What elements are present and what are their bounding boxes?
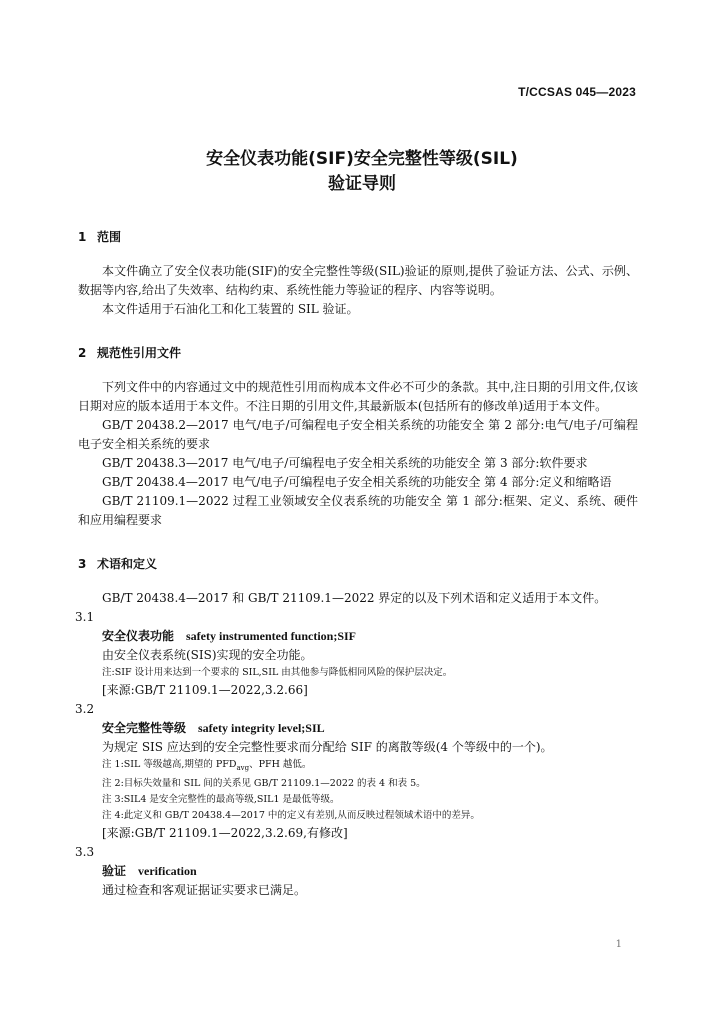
note-text: 、PFH 越低。 xyxy=(249,759,312,770)
section-number: 1 xyxy=(78,230,87,244)
paragraph: 本文件确立了安全仪表功能(SIF)的安全完整性等级(SIL)验证的原则,提供了验证方法、公式、示例、数据等内容,给出了失效率、结构约束、系统性能力等验证的程序、内容等说明。 xyxy=(78,264,638,297)
term-number: 3.2 xyxy=(75,702,95,716)
section-title: 规范性引用文件 xyxy=(97,346,182,360)
page-number: 1 xyxy=(615,939,622,950)
term-definition: 由安全仪表系统(SIS)实现的安全功能。 xyxy=(102,648,313,662)
title-line-2: 验证导则 xyxy=(328,174,396,194)
term-title xyxy=(102,719,638,738)
reference-item: GB/T 20438.3—2017 电气/电子/可编程电子安全相关系统的功能安全 第 3 部分:软件要求 xyxy=(102,456,588,470)
term-number: 3.3 xyxy=(75,844,95,859)
term-note: 注:SIF 设计用来达到一个要求的 SIL,SIL 由其他参与降低相同风险的保护层决定。 xyxy=(102,667,453,678)
term-definition: 为规定 SIS 应达到的安全完整性要求而分配给 SIF 的离散等级(4 个等级中的一个)。 xyxy=(102,740,553,754)
paragraph: 本文件适用于石油化工和化工装置的 SIL 验证。 xyxy=(102,302,359,316)
title-line-1: 安全仪表功能(SIF)安全完整性等级(SIL) xyxy=(206,149,518,169)
term-name-en: verification xyxy=(138,863,197,878)
term-source: [来源:GB/T 21109.1—2022,3.2.69,有修改] xyxy=(102,825,348,840)
paragraph: 下列文件中的内容通过文中的规范性引用而构成本文件必不可少的条款。其中,注日期的引用文件,仅该日期对应的版本适用于本文件。不注日期的引用文件,其最新版本(包括所有的修改单)适用于本文件。 xyxy=(78,380,638,413)
term-note: 注 4:此定义和 GB/T 20438.4—2017 中的定义有差别,从而反映过程领域术语中的差异。 xyxy=(102,809,480,821)
term-source: [来源:GB/T 21109.1—2022,3.2.66] xyxy=(102,683,308,697)
section-number: 3 xyxy=(78,557,87,571)
reference-item: GB/T 20438.4—2017 电气/电子/可编程电子安全相关系统的功能安全 第 4 部分:定义和缩略语 xyxy=(102,475,612,489)
term-name-en: safety integrity level;SIL xyxy=(198,721,325,735)
term-name-en: safety instrumented function;SIF xyxy=(186,629,357,643)
term-definition: 通过检查和客观证据证实要求已满足。 xyxy=(102,882,307,897)
term-note: 注 2:目标失效量和 SIL 间的关系见 GB/T 21109.1—2022 的表 4 和表 5。 xyxy=(102,777,426,789)
paragraph: GB/T 20438.4—2017 和 GB/T 21109.1—2022 界定的以及下列术语和定义适用于本文件。 xyxy=(102,591,607,605)
section-number: 2 xyxy=(78,346,87,360)
document-title xyxy=(0,147,724,197)
section-title: 范围 xyxy=(97,230,122,244)
section-3-heading xyxy=(78,555,638,574)
standard-id: T/CCSAS 045—2023 xyxy=(518,85,636,99)
note-text: 注 1:SIL 等级越高,期望的 PFD xyxy=(102,759,237,770)
document-body xyxy=(75,228,638,900)
reference-item: GB/T 20438.2—2017 电气/电子/可编程电子安全相关系统的功能安全 第 2 部分:电气/电子/可编程电子安全相关系统的要求 xyxy=(78,418,638,451)
term-name-zh: 验证 xyxy=(102,863,127,878)
section-title: 术语和定义 xyxy=(97,557,158,571)
term-title xyxy=(102,862,638,881)
section-1-heading xyxy=(78,228,638,247)
term-title xyxy=(102,627,638,646)
term-name-zh: 安全完整性等级 xyxy=(102,721,187,735)
note-subscript: avg xyxy=(236,763,250,772)
term-note xyxy=(102,757,638,776)
term-name-zh: 安全仪表功能 xyxy=(102,629,175,643)
term-note: 注 3:SIL4 是安全完整性的最高等级,SIL1 是最低等级。 xyxy=(102,793,340,805)
reference-item: GB/T 21109.1—2022 过程工业领域安全仪表系统的功能安全 第 1 部分:框架、定义、系统、硬件和应用编程要求 xyxy=(78,494,638,527)
section-2-heading xyxy=(78,344,638,363)
term-number: 3.1 xyxy=(75,610,95,624)
